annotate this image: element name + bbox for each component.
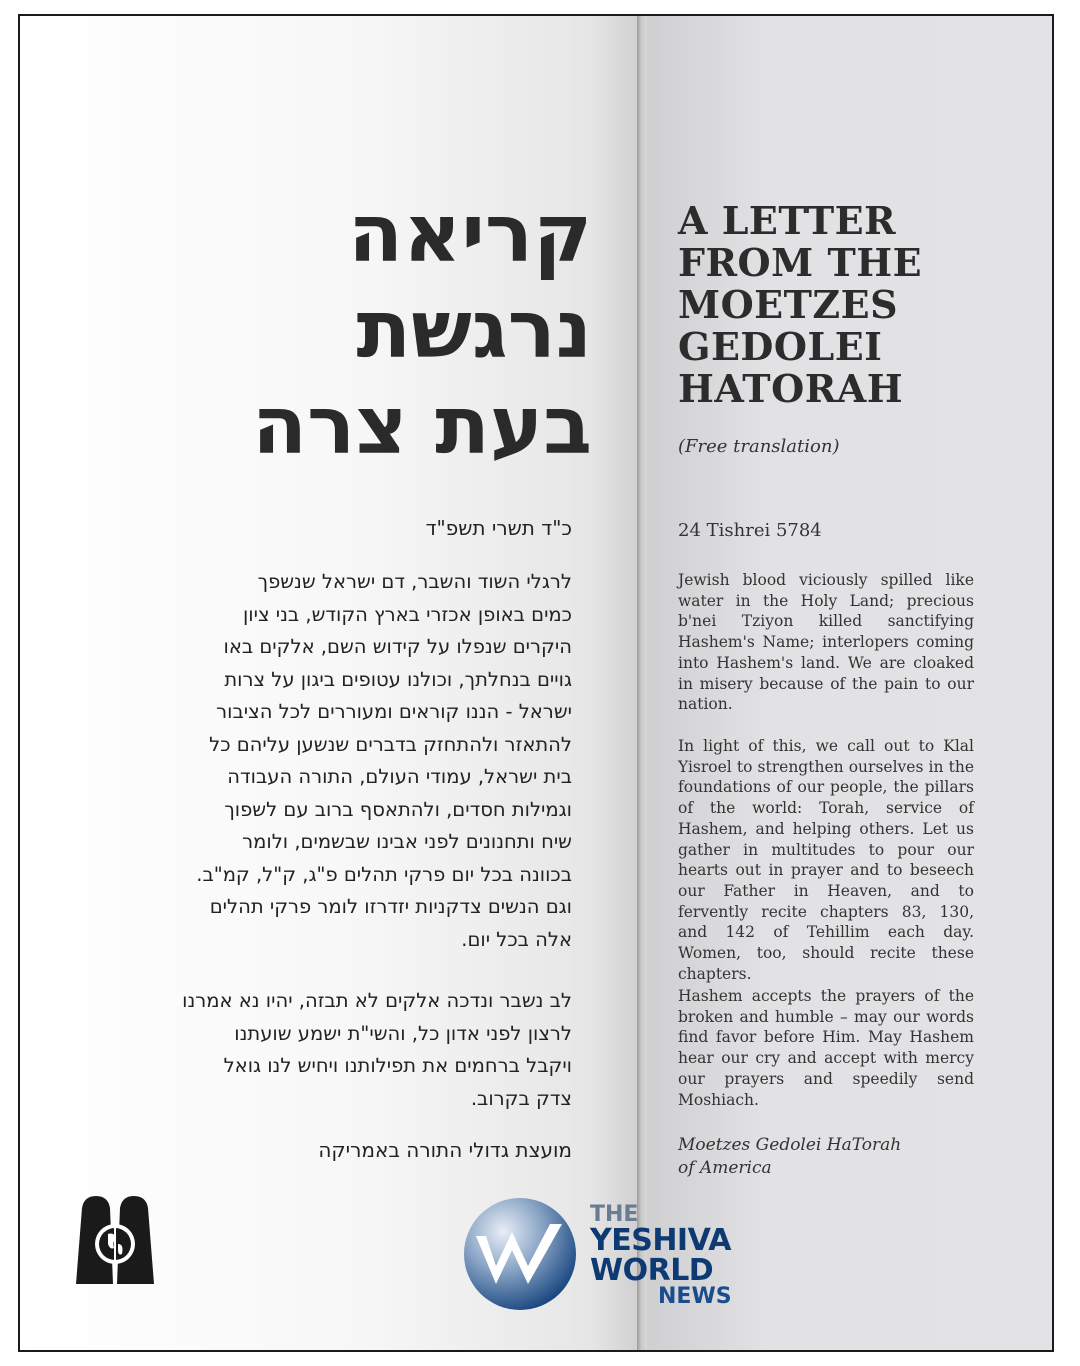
- hebrew-signature: מועצת גדולי התורה באמריקה: [318, 1138, 572, 1162]
- hebrew-line: לב נשבר ונדכה אלקים לא תבזה, יהיו נא אמרנו: [182, 989, 572, 1012]
- hebrew-date: כ"ד תשרי תשפ"ד: [425, 516, 572, 540]
- ywn-the: THE: [590, 1202, 639, 1227]
- english-paragraph-2: In light of this, we call out to Klal Yisroel to strengthen ourselves in the foundations of our people, the pillars of the world: Torah, service of Hashem, and helping others. Let us gather in multitudes to pour our hearts out in prayer and to beseech our Father in Heaven, and to fervently recite chapters 83, 130, and 142 of Tehillim each day. Women, too, should recite these chapters.: [678, 737, 974, 983]
- english-paragraph-3: Hashem accepts the prayers of the broken and humble – may our words find favor before Him. May Hashem hear our cry and accept with mercy our prayers and speedily send Moshiach.: [678, 987, 974, 1109]
- hebrew-line: בית ישראל, עמודי העולם, התורה העבודה: [227, 765, 572, 788]
- ywn-globe-icon: [462, 1196, 578, 1312]
- hebrew-paragraph-2: [132, 985, 572, 1115]
- hebrew-line: צדק בקרוב.: [470, 1086, 572, 1110]
- hebrew-line: ישראל - הננו קוראים ומעוררים לכל הציבור: [216, 700, 572, 723]
- hebrew-title-line: בעת צרה: [252, 379, 592, 472]
- hebrew-line: וגמילות חסדים, ולהתאסף ברוב עם לשפוך: [224, 797, 572, 821]
- english-date: 24 Tishrei 5784: [678, 520, 822, 541]
- english-title-line: MOETZES: [678, 282, 899, 327]
- hebrew-line: גויים בנחלתך, וכולנו עטופים ביגון על צרות: [224, 667, 572, 691]
- english-title-line: HATORAH: [678, 366, 904, 411]
- hebrew-title-line: קריאה: [348, 187, 592, 280]
- english-signature-line: of America: [678, 1158, 772, 1178]
- hebrew-line: אלה בכל יום.: [461, 927, 572, 951]
- hebrew-line: היקרים שנפלו על קידוש השם, אלקים באו: [223, 635, 572, 658]
- hebrew-line: ויקבל ברחמים את תפילותנו ויחיש לנו גואל: [223, 1054, 572, 1077]
- english-title-line: GEDOLEI: [678, 324, 883, 369]
- english-signature-line: Moetzes Gedolei HaTorah: [678, 1135, 902, 1155]
- english-title-line: FROM THE: [678, 240, 923, 285]
- ywn-yeshiva: YESHIVA: [590, 1223, 731, 1258]
- ywn-news: NEWS: [658, 1284, 732, 1309]
- hebrew-line: לרצון לפני אדון כל, והשי"ת ישמע שועתנו: [234, 1021, 572, 1045]
- hebrew-line: להתאזר ולהתחזק בדברים שנשען עליהם כל: [209, 732, 572, 756]
- hebrew-line: וגם הנשים צדקניות יזדרזו לומר פרקי תהלים: [209, 895, 572, 918]
- hebrew-line: כמים באופן אכזרי בארץ הקודש, בני ציון: [242, 602, 572, 626]
- hebrew-title-line: נרגשת: [356, 283, 592, 376]
- english-signature: [678, 1134, 901, 1180]
- ywn-wordmark: [590, 1204, 732, 1308]
- hebrew-line: לרגלי השוד והשבר, דם ישראל שנשפך: [257, 570, 572, 593]
- english-paragraph-1: Jewish blood viciously spilled like water in the Holy Land; precious b'nei Tziyon killed sanctifying Hashem's Name; interlopers coming into Hashem's land. We are cloaked in misery because of the pain to our nation.: [678, 571, 974, 714]
- ywn-world: WORLD: [590, 1253, 714, 1288]
- english-title-line: A LETTER: [678, 198, 897, 243]
- hebrew-paragraph-1: [132, 566, 572, 956]
- english-subtitle: (Free translation): [678, 436, 840, 457]
- page-spine: [637, 16, 647, 1350]
- tablets-globe-icon: [72, 1194, 158, 1286]
- hebrew-line: בכוונה בכל יום פרקי תהלים פ"ג, ק"ל, קמ"ב.: [196, 862, 572, 886]
- english-title: [678, 200, 1008, 410]
- hebrew-title: [152, 186, 592, 474]
- hebrew-line: שיח ותחנונים לפני אבינו שבשמים, ולומר: [242, 830, 572, 853]
